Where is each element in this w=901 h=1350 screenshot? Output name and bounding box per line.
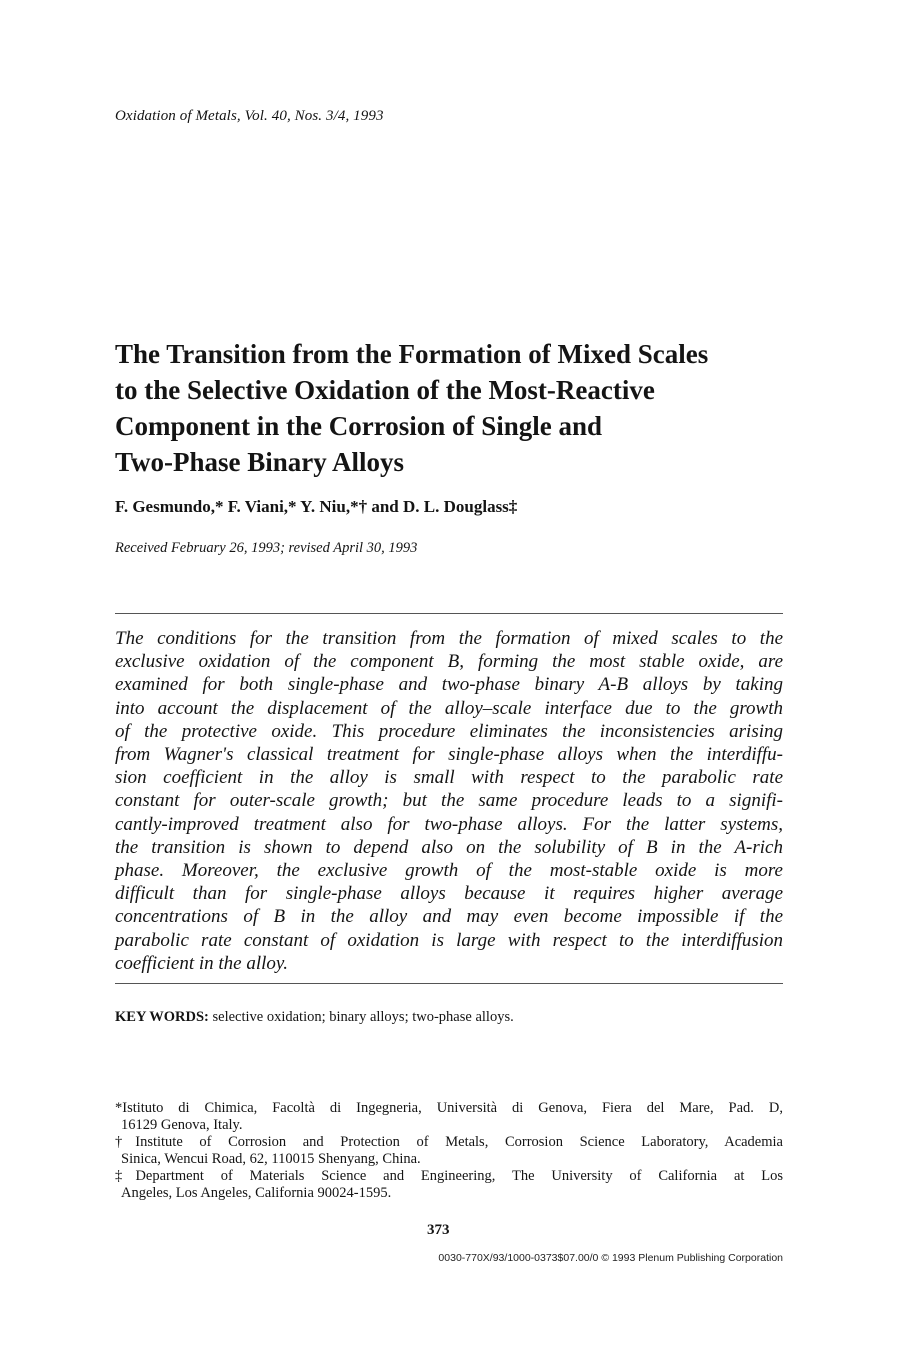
footnote-line: 16129 Genova, Italy. [121, 1117, 243, 1133]
author-list: F. Gesmundo,* F. Viani,* Y. Niu,*† and D. L. Douglass‡ [115, 497, 518, 516]
abstract-line: exclusive oxidation of the component B, forming the most stable oxide, are [115, 651, 783, 673]
keywords-text: selective oxidation; binary alloys; two-phase alloys. [212, 1009, 514, 1025]
abstract-line: concentrations of B in the alloy and may even become impossible if the [115, 906, 783, 928]
abstract-line: into account the displacement of the alloy–scale interface due to the growth [115, 697, 783, 719]
abstract-line: phase. Moreover, the exclusive growth of the most-stable oxide is more [115, 860, 783, 882]
abstract [115, 627, 783, 975]
abstract-line: parabolic rate constant of oxidation is large with respect to the interdiffusion [115, 929, 783, 951]
title-line: Component in the Corrosion of Single and [115, 411, 603, 441]
copyright-line: 0030-770X/93/1000-0373$07.00/0 © 1993 Plenum Publishing Corporation [438, 1252, 783, 1264]
keywords-label: KEY WORDS: [115, 1009, 209, 1025]
abstract-line: examined for both single-phase and two-phase binary A-B alloys by taking [115, 674, 783, 696]
abstract-top-rule [115, 613, 783, 614]
article-title [115, 336, 815, 480]
abstract-line: coefficient in the alloy. [115, 952, 289, 974]
footnote-line: Sinica, Wencui Road, 62, 110015 Shenyang, China. [121, 1151, 421, 1167]
abstract-line: constant for outer-scale growth; but the same procedure leads to a signifi- [115, 790, 783, 812]
abstract-line: the transition is shown to depend also on the solubility of B in the A-rich [115, 836, 783, 858]
abstract-line: difficult than for single-phase alloys because it requires higher average [115, 883, 783, 905]
abstract-line: of the protective oxide. This procedure eliminates the inconsistencies arising [115, 720, 783, 742]
abstract-line: from Wagner's classical treatment for single-phase alloys when the interdiffu- [115, 744, 783, 766]
abstract-line: cantly-improved treatment also for two-phase alloys. For the latter systems, [115, 813, 783, 835]
keywords [115, 1009, 514, 1026]
footnote-line: ‡Department of Materials Science and Engineering, The University of California at Los [115, 1168, 783, 1184]
title-line: to the Selective Oxidation of the Most-Reactive [115, 375, 655, 405]
footnote-line: Angeles, Los Angeles, California 90024-1595. [121, 1185, 392, 1201]
abstract-line: sion coefficient in the alloy is small with respect to the parabolic rate [115, 767, 783, 789]
title-line: The Transition from the Formation of Mixed Scales [115, 339, 709, 369]
affiliation-footnotes [115, 1100, 783, 1202]
title-line: Two-Phase Binary Alloys [115, 447, 405, 477]
received-dates: Received February 26, 1993; revised April 30, 1993 [115, 540, 418, 556]
abstract-bottom-rule [115, 983, 783, 984]
journal-citation: Oxidation of Metals, Vol. 40, Nos. 3/4, 1993 [115, 108, 384, 124]
footnote-line: *Istituto di Chimica, Facoltà di Ingegneria, Università di Genova, Fiera del Mare, Pad. D, [115, 1100, 783, 1116]
page-number: 373 [427, 1222, 450, 1238]
footnote-line: †Institute of Corrosion and Protection of Metals, Corrosion Science Laboratory, Academia [115, 1134, 783, 1150]
abstract-line: The conditions for the transition from the formation of mixed scales to the [115, 628, 783, 649]
